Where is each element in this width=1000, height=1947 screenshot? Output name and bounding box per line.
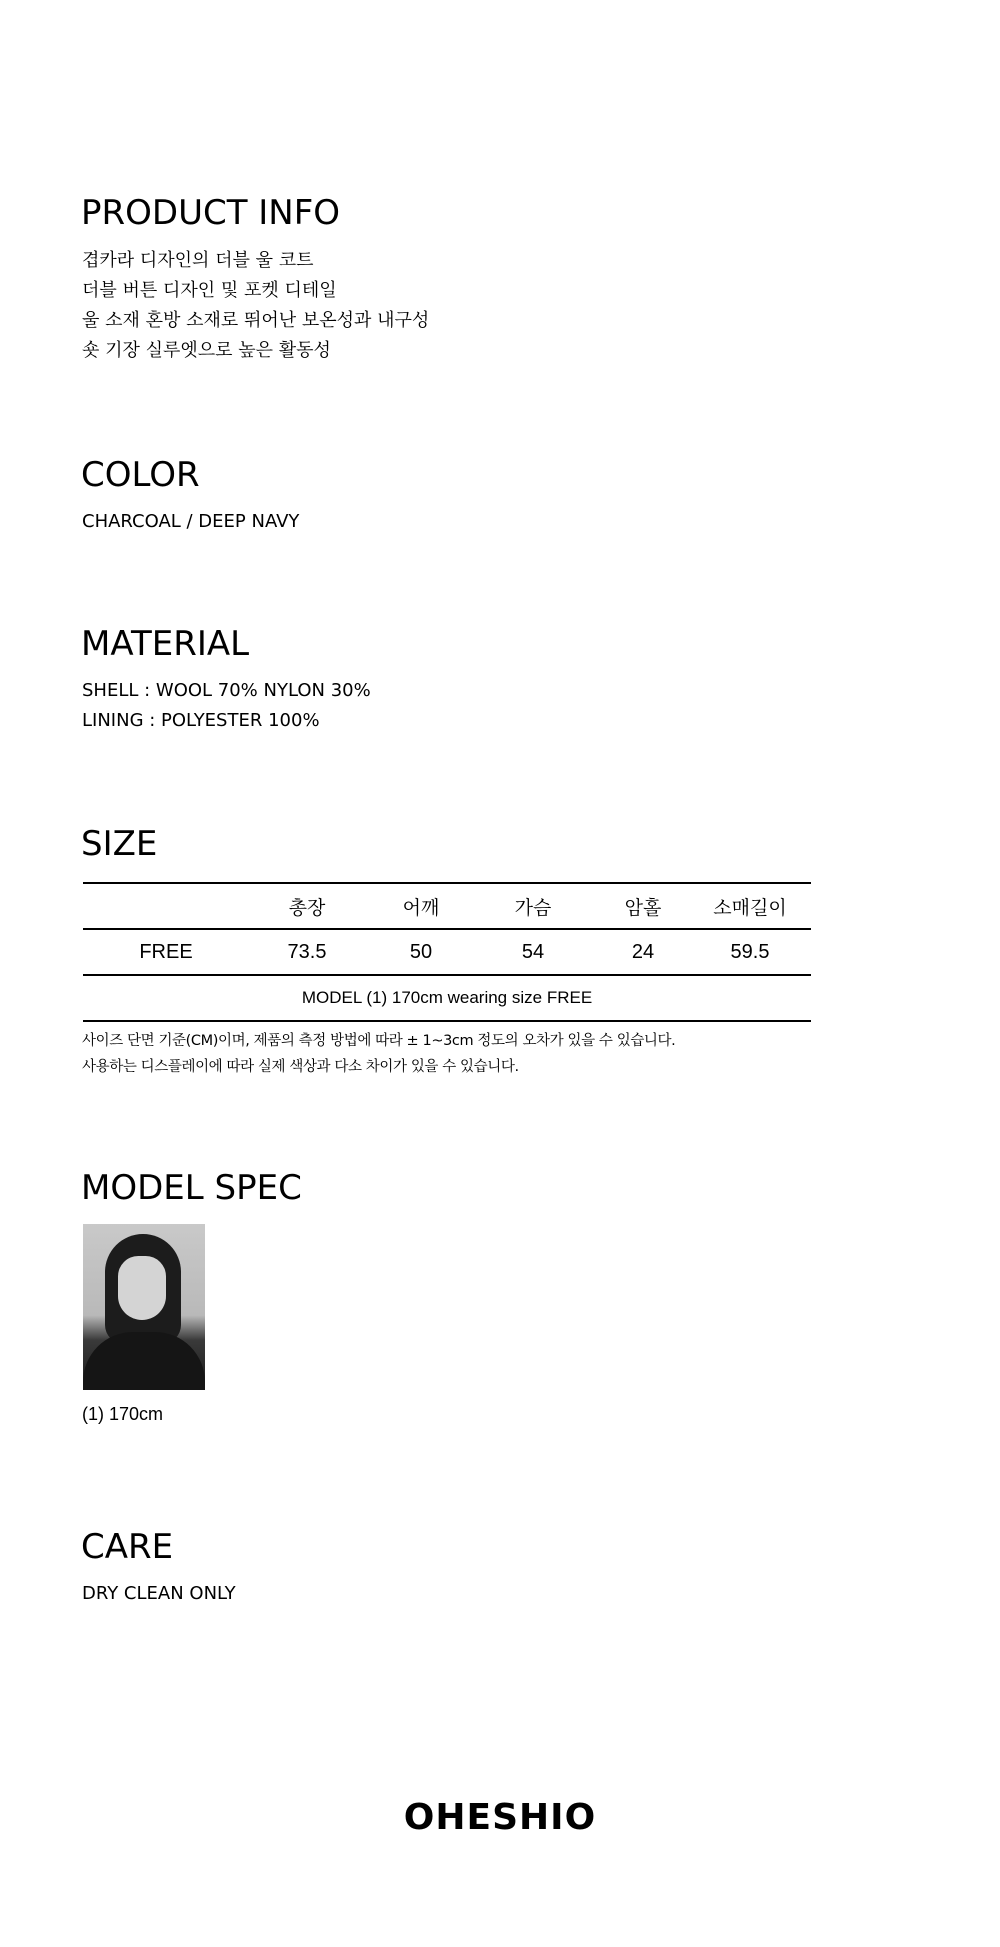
size-table xyxy=(83,882,811,1022)
material-list xyxy=(82,676,371,736)
material-heading: MATERIAL xyxy=(81,624,250,664)
model-caption: (1) 170cm xyxy=(82,1404,164,1424)
size-heading: SIZE xyxy=(81,824,158,864)
material-line: LINING : POLYESTER 100% xyxy=(82,710,320,731)
product-info-line: 울 소재 혼방 소재로 뛰어난 보온성과 내구성 xyxy=(82,310,430,331)
size-value-cell: 50 xyxy=(409,940,433,963)
size-label-cell: FREE xyxy=(139,940,193,963)
size-col-header: 총장 xyxy=(288,896,326,919)
size-col-header: 소매길이 xyxy=(713,896,787,919)
size-notes xyxy=(82,1028,675,1080)
model-wearing-row xyxy=(83,976,811,1022)
size-value-cell: 73.5 xyxy=(287,940,327,963)
material-line: SHELL : WOOL 70% NYLON 30% xyxy=(82,680,371,701)
model-spec-heading: MODEL SPEC xyxy=(81,1168,302,1208)
size-col-header: 암홀 xyxy=(624,896,662,919)
model-photo xyxy=(83,1224,205,1390)
product-info-line: 더블 버튼 디자인 및 포켓 디테일 xyxy=(82,280,337,301)
size-value-cell: 54 xyxy=(521,940,545,963)
model-photo-body xyxy=(83,1332,205,1390)
size-value-cell: 59.5 xyxy=(730,940,770,963)
size-note-line: 사용하는 디스플레이에 따라 실제 색상과 다소 차이가 있을 수 있습니다. xyxy=(82,1059,519,1075)
care-value: DRY CLEAN ONLY xyxy=(82,1583,236,1604)
product-info-heading: PRODUCT INFO xyxy=(81,193,341,233)
product-info-line: 숏 기장 실루엣으로 높은 활동성 xyxy=(82,340,331,361)
size-note-line: 사이즈 단면 기준(CM)이며, 제품의 측정 방법에 따라 ± 1~3cm 정도의 오차가 있을 수 있습니다. xyxy=(82,1033,676,1049)
table-row xyxy=(83,930,811,976)
brand-logo: OHESHIO xyxy=(403,1797,597,1838)
product-info-line: 겹카라 디자인의 더블 울 코트 xyxy=(82,250,314,271)
color-heading: COLOR xyxy=(81,455,200,495)
size-col-header: 어깨 xyxy=(402,896,440,919)
model-photo-face xyxy=(118,1256,166,1320)
size-col-header: 가슴 xyxy=(514,896,552,919)
color-value: CHARCOAL / DEEP NAVY xyxy=(82,511,300,532)
care-heading: CARE xyxy=(81,1527,174,1567)
model-wearing-note: MODEL (1) 170cm wearing size FREE xyxy=(301,988,593,1007)
size-table-header xyxy=(83,884,811,930)
product-info-list xyxy=(82,246,429,366)
size-value-cell: 24 xyxy=(631,940,655,963)
